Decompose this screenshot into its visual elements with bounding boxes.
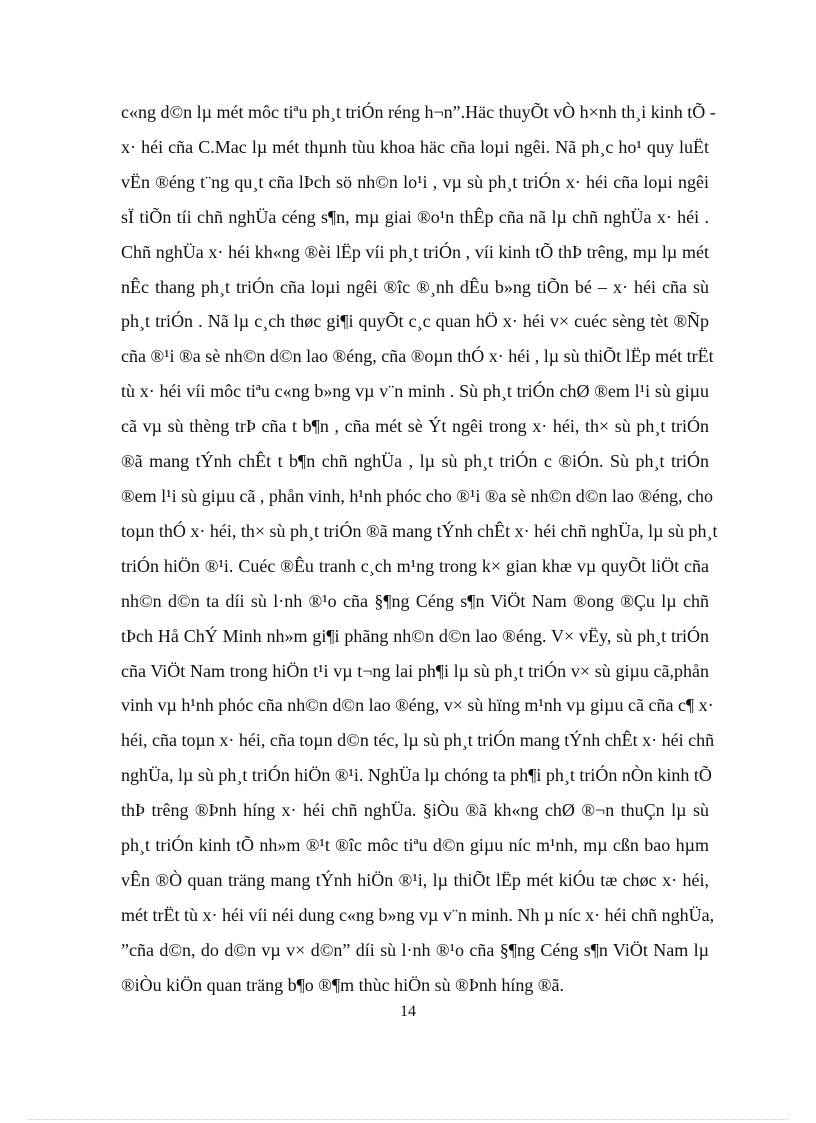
text-line: ”cña d©n, do d©n vµ v× d©n” díi sù l·nh ®¹o cña §¶ng Céng s¶n ViÖt Nam lµ xyxy=(121,939,709,960)
page-number: 14 xyxy=(400,1003,416,1020)
text-line: x· héi cña C.Mac lµ mét thµnh tùu khoa häc cña loµi ngêi. Nã ph¸c ho¹ quy luËt xyxy=(121,136,709,157)
text-line: triÓn hiÖn ®¹i. Cuéc ®Êu tranh c¸ch m¹ng trong k× gian khæ vµ quyÕt liÖt cña xyxy=(121,555,709,576)
text-line: toµn thÓ x· héi, th× sù ph¸t triÓn ®ã mang tÝnh chÊt x· héi chñ nghÜa, lµ sù ph¸t xyxy=(121,520,718,541)
text-line: ®em l¹i sù giµu cã , phån vinh, h¹nh phóc cho ®¹i ®a sè nh©n d©n lao ®éng, cho xyxy=(121,485,714,506)
body-paragraph xyxy=(121,95,718,1003)
text-line: vÊn ®Ò quan träng mang tÝnh hiÖn ®¹i, lµ thiÕt lËp mét kiÓu tæ chøc x· héi, xyxy=(121,869,709,890)
text-line: cã vµ sù thèng trÞ cña t b¶n , cña mét sè Ýt ngêi trong x· héi, th× sù ph¸t triÓn xyxy=(121,416,709,437)
page-bottom-divider xyxy=(28,1119,788,1120)
text-line: tÞch Hå ChÝ Minh nh»m gi¶i phãng nh©n d©n lao ®éng. V× vËy, sù ph¸t triÓn xyxy=(121,625,709,646)
text-line: Chñ nghÜa x· héi kh«ng ®èi lËp víi ph¸t triÓn , víi kinh tÕ thÞ trêng, mµ lµ mét xyxy=(121,241,709,262)
text-line: ®ã mang tÝnh chÊt t b¶n chñ nghÜa , lµ sù ph¸t triÓn c ®iÓn. Sù ph¸t triÓn xyxy=(121,451,709,472)
text-line: vËn ®éng t¨ng qu¸t cña lÞch sö nh©n lo¹i , vµ sù ph¸t triÓn x· héi cña loµi ngêi xyxy=(121,171,709,192)
text-line: ®iÒu kiÖn quan träng b¶o ®¶m thùc hiÖn sù ®Þnh híng ®ã. xyxy=(121,974,564,995)
text-line: mét trËt tù x· héi víi néi dung c«ng b»ng vµ v¨n minh. Nh µ níc x· héi chñ nghÜa, xyxy=(121,904,715,925)
text-line: thÞ trêng ®Þnh híng x· héi chñ nghÜa. §iÒu ®ã kh«ng chØ ®¬n thuÇn lµ sù xyxy=(121,800,709,821)
text-line: tù x· héi víi môc tiªu c«ng b»ng vµ v¨n minh . Sù ph¸t triÓn chØ ®em l¹i sù giµu xyxy=(121,381,709,402)
text-line: c«ng d©n lµ mét môc tiªu ph¸t triÓn réng h¬n”.Häc thuyÕt vÒ h×nh th¸i kinh tÕ - xyxy=(121,102,716,122)
text-line: ph¸t triÓn . Nã lµ c¸ch thøc gi¶i quyÕt c¸c quan hÖ x· héi v× cuéc sèng tèt ®Ñp xyxy=(121,311,709,332)
text-line: vinh vµ h¹nh phóc cña nh©n d©n lao ®éng, v× sù hïng m¹nh vµ giµu cã cña c¶ x· xyxy=(121,695,714,716)
text-line: héi, cña toµn x· héi, cña toµn d©n téc, lµ sù ph¸t triÓn mang tÝnh chÊt x· héi chñ xyxy=(121,730,715,751)
text-line: nghÜa, lµ sù ph¸t triÓn hiÖn ®¹i. NghÜa lµ chóng ta ph¶i ph¸t triÓn nÒn kinh tÕ xyxy=(121,765,712,786)
text-line: ph¸t triÓn kinh tÕ nh»m ®¹t ®îc môc tiªu d©n giµu níc m¹nh, mµ cßn bao hµm xyxy=(121,835,709,856)
text-line: nh©n d©n ta díi sù l·nh ®¹o cña §¶ng Céng s¶n ViÖt Nam ®ong ®Çu lµ chñ xyxy=(121,590,709,611)
text-line: cña ViÖt Nam trong hiÖn t¹i vµ t¬ng lai ph¶i lµ sù ph¸t triÓn v× sù giµu cã,phån xyxy=(121,660,709,681)
text-line: nÊc thang ph¸t triÓn cña loµi ngêi ®îc ®¸nh dÊu b»ng tiÕn bé – x· héi cña sù xyxy=(121,276,709,297)
text-line: sÏ tiÕn tíi chñ nghÜa céng s¶n, mµ giai ®o¹n thÊp cña nã lµ chñ nghÜa x· héi . xyxy=(121,206,709,227)
text-line: cña ®¹i ®a sè nh©n d©n lao ®éng, cña ®oµn thÓ x· héi , lµ sù thiÕt lËp mét trËt xyxy=(121,346,714,367)
